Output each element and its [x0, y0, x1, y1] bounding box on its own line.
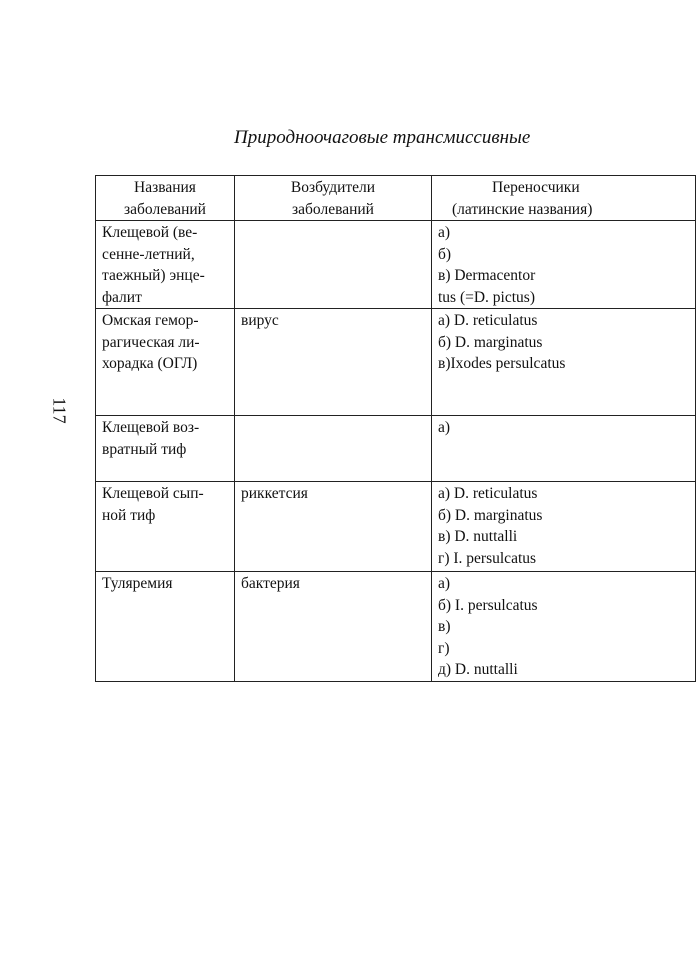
table-row	[96, 482, 696, 572]
vectors-cell-line: в)	[438, 618, 451, 635]
vectors-cell-line: б) D. marginatus	[438, 333, 543, 351]
pathogen-cell	[235, 309, 432, 416]
vectors-cell-line: а) D. reticulatus	[438, 485, 538, 502]
table-row	[96, 572, 696, 682]
page-title: Природноочаговые трансмиссивные	[234, 127, 531, 148]
disease-cell	[96, 309, 235, 416]
disease-cell-line: вратный тиф	[102, 440, 187, 458]
pathogen-cell-line: риккетсия	[241, 485, 308, 502]
vectors-cell	[432, 572, 696, 682]
disease-cell-line: рагическая ли-	[102, 333, 200, 351]
vectors-cell-line: а)	[438, 224, 451, 241]
vectors-cell	[432, 482, 696, 572]
vectors-cell-line: г) I. persulcatus	[438, 549, 537, 567]
vectors-cell-line: д) D. nuttalli	[438, 661, 518, 678]
vectors-cell-line: в)Ixodes persulcatus	[438, 355, 566, 372]
disease-cell-line: хорадка (ОГЛ)	[102, 355, 198, 372]
vectors-cell-line: в) D. nuttalli	[438, 528, 518, 545]
pathogen-cell	[235, 221, 432, 309]
disease-cell-line: ной тиф	[102, 506, 156, 524]
vectors-cell	[432, 309, 696, 416]
pathogen-cell	[235, 572, 432, 682]
vectors-cell-line: б) I. persulcatus	[438, 596, 538, 614]
disease-cell-line: таежный) энце-	[102, 267, 205, 284]
disease-cell-line: Клещевой сып-	[102, 485, 204, 502]
table-row	[96, 221, 696, 309]
disease-cell-line: Туляремия	[102, 575, 173, 592]
vectors-cell-line: в) Dermacentor	[438, 267, 536, 284]
page-number: 117	[49, 397, 70, 424]
vectors-cell	[432, 416, 696, 482]
vectors-cell-line: а)	[438, 575, 451, 592]
disease-cell-line: Клещевой воз-	[102, 419, 200, 436]
vectors-cell	[432, 221, 696, 309]
pathogen-cell-line: вирус	[241, 312, 279, 329]
disease-cell-line: Омская гемор-	[102, 312, 199, 329]
vectors-cell-line: г)	[438, 639, 450, 657]
vectors-cell-line: б) D. marginatus	[438, 506, 543, 524]
disease-cell	[96, 482, 235, 572]
pathogen-cell	[235, 416, 432, 482]
pathogen-cell-line: бактерия	[241, 575, 300, 592]
disease-cell-line: Клещевой (ве-	[102, 224, 198, 241]
disease-cell-line: сенне-летний,	[102, 245, 195, 263]
table-header-row	[96, 176, 696, 221]
table-viewport	[95, 175, 593, 687]
vectors-cell-line: tus (=D. pictus)	[438, 288, 535, 306]
table-row	[96, 416, 696, 482]
header-pathogen: Возбудители заболеваний	[235, 176, 432, 221]
pathogen-cell	[235, 482, 432, 572]
vectors-cell-line: б)	[438, 245, 452, 263]
vectors-cell-line: а)	[438, 419, 451, 436]
disease-table	[95, 175, 696, 682]
vectors-cell-line: а) D. reticulatus	[438, 312, 538, 329]
disease-cell	[96, 221, 235, 309]
header-vectors: Переносчики (латинские названия)	[432, 176, 696, 221]
disease-cell	[96, 572, 235, 682]
disease-cell-line: фалит	[102, 288, 142, 306]
header-disease: Названия заболеваний	[96, 176, 235, 221]
table-row	[96, 309, 696, 416]
disease-cell	[96, 416, 235, 482]
